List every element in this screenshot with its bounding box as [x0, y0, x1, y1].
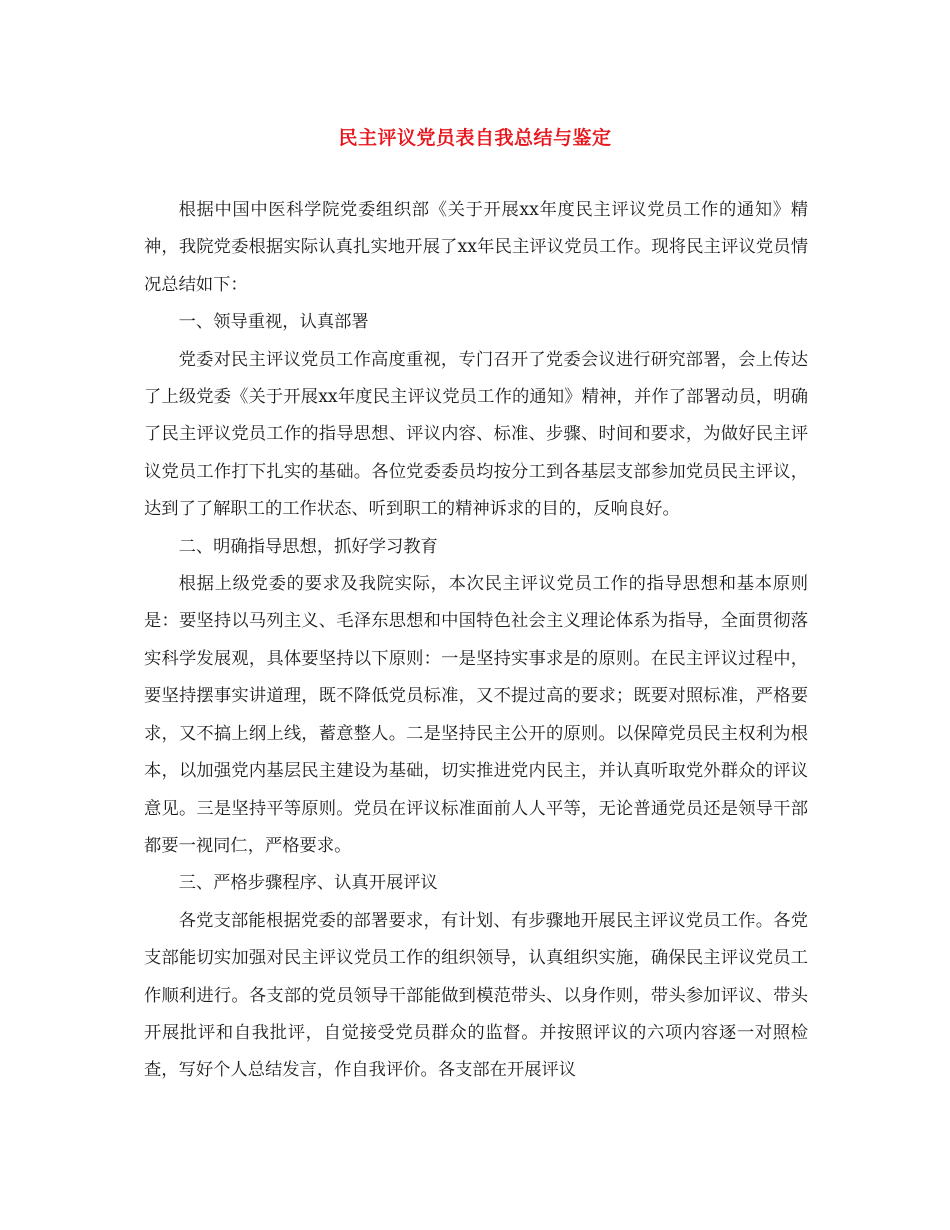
section-heading-3: 三、严格步骤程序、认真开展评议	[178, 873, 438, 894]
paragraph-section-2: 根据上级党委的要求及我院实际，本次民主评议党员工作的指导思想和基本原则是：要坚持以马列主义、毛泽东思想和中国特色社会主义理论体系为指导，全面贯彻落实科学发展观，具体要坚持以下原则：一是坚持实事求是的原则。在民主评议过程中，要坚持摆事实讲道理，既不降低党员标准，又不提过高的要求；既要对照标准，严格要求，又不搞上纲上线，蓄意整人。二是坚持民主公开的原则。以保障党员民主权利为根本，以加强党内基层民主建设为基础，切实推进党内民主，并认真听取党外群众的评议意见。三是坚持平等原则。党员在评议标准面前人人平等，无论普通党员还是领导干部都要一视同仁，严格要求。	[144, 574, 808, 856]
section-heading-1: 一、领导重视，认真部署	[178, 312, 369, 333]
document-body	[144, 192, 808, 1090]
paragraph-intro: 根据中国中医科学院党委组织部《关于开展xx年度民主评议党员工作的通知》精神，我院党委根据实际认真扎实地开展了xx年民主评议党员工作。现将民主评议党员情况总结如下：	[144, 200, 808, 295]
document-title: 民主评议党员表自我总结与鉴定	[338, 127, 612, 149]
paragraph-section-3: 各党支部能根据党委的部署要求，有计划、有步骤地开展民主评议党员工作。各党支部能切实加强对民主评议党员工作的组织领导，认真组织实施，确保民主评议党员工作顺利进行。各支部的党员领导干部能做到模范带头、以身作则，带头参加评议、带头开展批评和自我批评，自觉接受党员群众的监督。并按照评议的六项内容逐一对照检查，写好个人总结发言，作自我评价。各支部在开展评议	[144, 910, 808, 1081]
section-heading-2: 二、明确指导思想，抓好学习教育	[178, 536, 438, 557]
paragraph-section-1: 党委对民主评议党员工作高度重视，专门召开了党委会议进行研究部署，会上传达了上级党委《关于开展xx年度民主评议党员工作的通知》精神，并作了部署动员，明确了民主评议党员工作的指导思想、评议内容、标准、步骤、时间和要求，为做好民主评议党员工作打下扎实的基础。各位党委委员均按分工到各基层支部参加党员民主评议，达到了了解职工的工作状态、听到职工的精神诉求的目的，反响良好。	[144, 349, 808, 520]
